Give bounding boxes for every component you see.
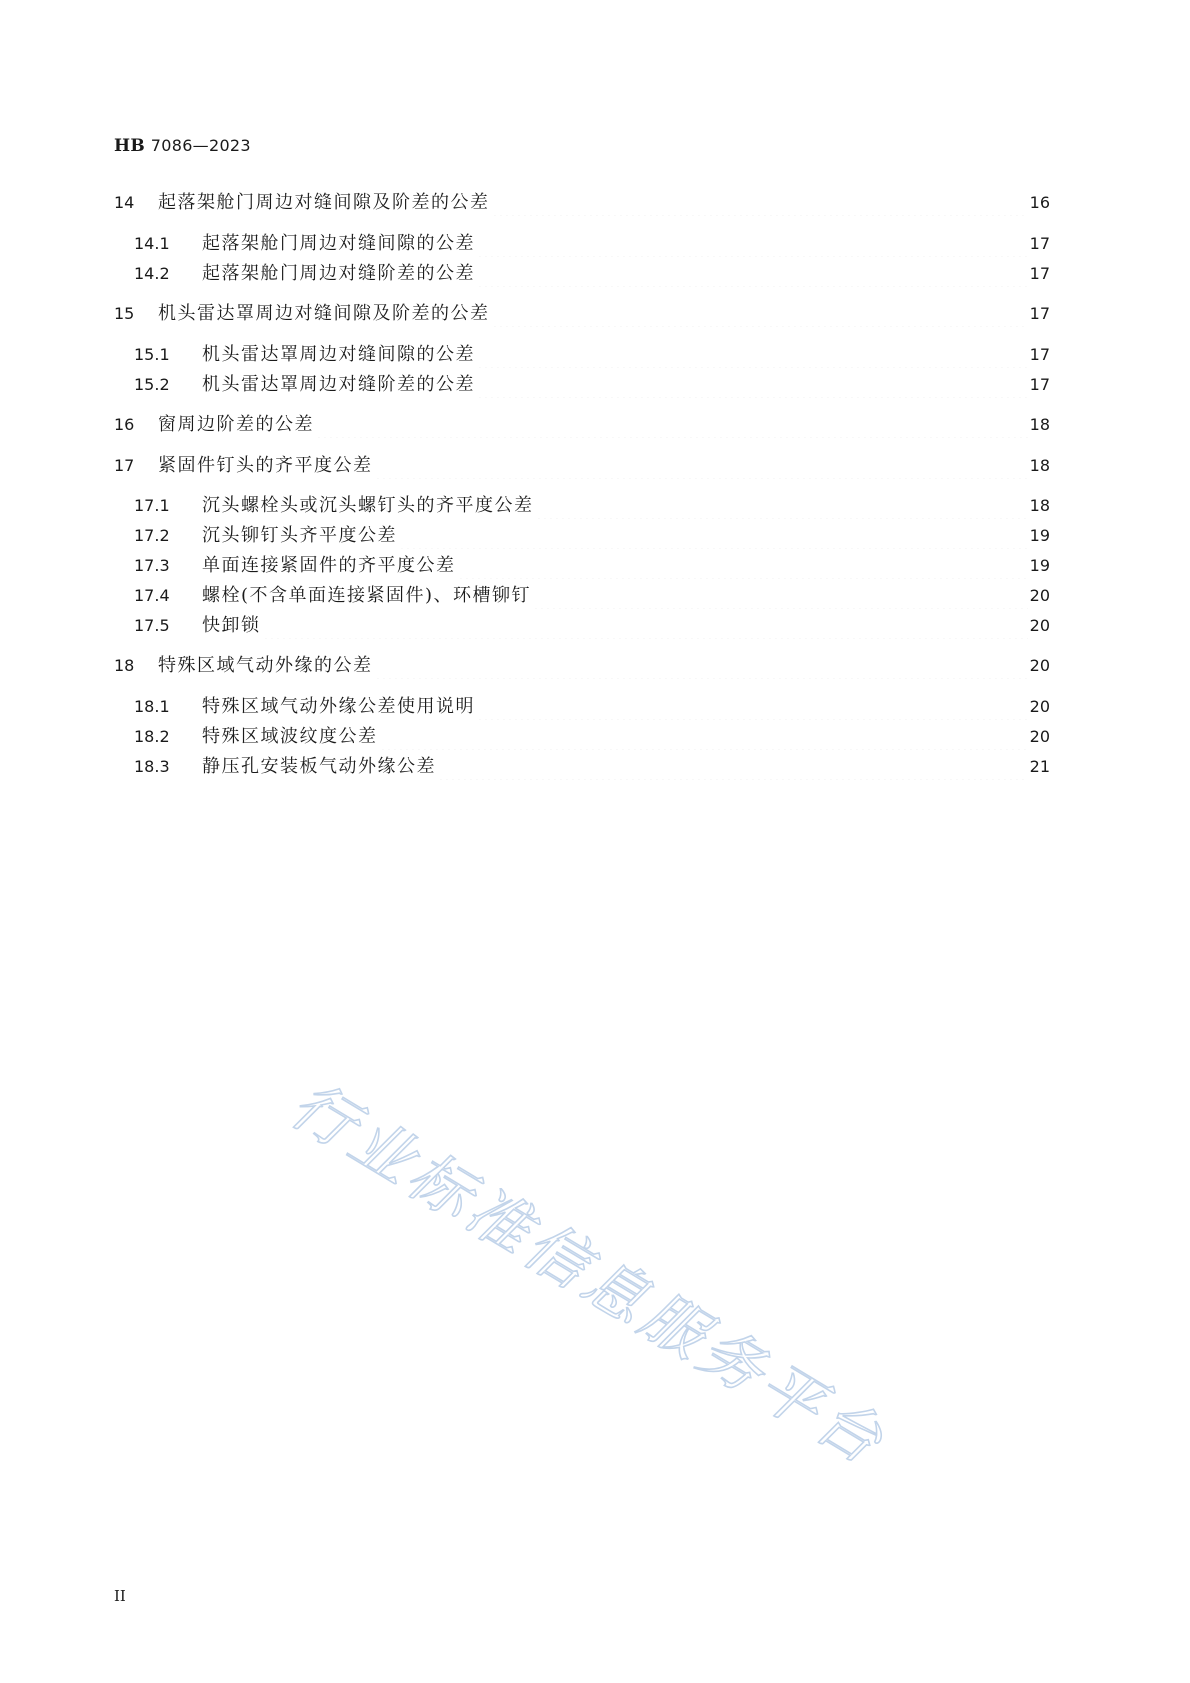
toc-entry-number: 14 — [114, 193, 135, 212]
toc-entry-title: 螺栓(不含单面连接紧固件)、环槽铆钉 — [202, 585, 532, 606]
standard-prefix: HB — [114, 136, 146, 156]
dot-leader — [477, 261, 1028, 287]
toc-entry-title: 沉头铆钉头齐平度公差 — [202, 525, 397, 546]
toc-entry[interactable] — [114, 231, 1050, 257]
toc-entry-number: 17.4 — [134, 586, 170, 605]
toc-entry-page: 20 — [1029, 616, 1050, 635]
dot-leader — [477, 372, 1028, 398]
toc-entry-page: 20 — [1029, 727, 1050, 746]
dot-leader — [380, 724, 1028, 750]
toc-entry[interactable] — [114, 342, 1050, 368]
toc-entry-page: 20 — [1029, 697, 1050, 716]
toc-entry-number: 17.2 — [134, 526, 170, 545]
document-header — [114, 136, 251, 156]
dot-leader — [263, 613, 1028, 639]
toc-entry-number: 17 — [114, 456, 135, 475]
toc-entry[interactable] — [114, 553, 1050, 579]
toc-entry[interactable] — [114, 523, 1050, 549]
toc-entry-title: 特殊区域气动外缘的公差 — [158, 655, 373, 676]
toc-entry[interactable] — [114, 754, 1050, 780]
dot-leader — [399, 523, 1028, 549]
dot-leader — [477, 231, 1028, 257]
toc-entry-title: 机头雷达罩周边对缝间隙的公差 — [202, 344, 475, 365]
toc-entry-page: 19 — [1029, 556, 1050, 575]
toc-entry-title: 沉头螺栓头或沉头螺钉头的齐平度公差 — [202, 495, 534, 516]
toc-entry-title: 窗周边阶差的公差 — [158, 414, 314, 435]
toc-entry-number: 15 — [114, 304, 135, 323]
toc-entry-title: 起落架舱门周边对缝间隙的公差 — [202, 233, 475, 254]
toc-entry-page: 17 — [1029, 304, 1050, 323]
toc-entry-page: 17 — [1029, 264, 1050, 283]
toc-entry-title: 起落架舱门周边对缝间隙及阶差的公差 — [158, 192, 490, 213]
dot-leader — [492, 301, 1028, 327]
dot-leader — [477, 342, 1028, 368]
page-number: II — [114, 1587, 126, 1605]
toc-entry-number: 14.1 — [134, 234, 170, 253]
dot-leader — [477, 694, 1028, 720]
toc-entry-page: 19 — [1029, 526, 1050, 545]
toc-entry-page: 21 — [1029, 757, 1050, 776]
dot-leader — [533, 583, 1028, 609]
dot-leader — [458, 553, 1028, 579]
toc-entry-page: 16 — [1029, 193, 1050, 212]
toc-entry-number: 18.1 — [134, 697, 170, 716]
toc-entry[interactable] — [114, 301, 1050, 327]
dot-leader — [375, 653, 1028, 679]
toc-entry-page: 17 — [1029, 234, 1050, 253]
toc-entry-title: 单面连接紧固件的齐平度公差 — [202, 555, 456, 576]
toc-entry-page: 20 — [1029, 586, 1050, 605]
toc-entry-title: 机头雷达罩周边对缝间隙及阶差的公差 — [158, 303, 490, 324]
watermark: 行业标准信息服务平台 — [278, 1067, 900, 1481]
toc-entry[interactable] — [114, 653, 1050, 679]
toc-entry-title: 特殊区域波纹度公差 — [202, 726, 378, 747]
toc-entry-number: 18.2 — [134, 727, 170, 746]
toc-entry-page: 17 — [1029, 345, 1050, 364]
toc-entry-number: 17.5 — [134, 616, 170, 635]
dot-leader — [375, 453, 1028, 479]
standard-code: 7086—2023 — [150, 136, 251, 155]
toc-entry-title: 机头雷达罩周边对缝阶差的公差 — [202, 374, 475, 395]
toc-entry-title: 紧固件钉头的齐平度公差 — [158, 455, 373, 476]
toc-entry-number: 18.3 — [134, 757, 170, 776]
toc-entry-page: 20 — [1029, 656, 1050, 675]
dot-leader — [316, 412, 1028, 438]
dot-leader — [438, 754, 1028, 780]
toc-entry[interactable] — [114, 261, 1050, 287]
toc-entry-page: 17 — [1029, 375, 1050, 394]
toc-entry-number: 17.3 — [134, 556, 170, 575]
toc-entry-title: 起落架舱门周边对缝阶差的公差 — [202, 263, 475, 284]
toc-entry-page: 18 — [1029, 496, 1050, 515]
toc-entry[interactable] — [114, 190, 1050, 216]
toc-entry-number: 17.1 — [134, 496, 170, 515]
toc-entry[interactable] — [114, 453, 1050, 479]
toc-entry-number: 14.2 — [134, 264, 170, 283]
toc-entry[interactable] — [114, 583, 1050, 609]
dot-leader — [536, 493, 1028, 519]
toc-entry-number: 15.1 — [134, 345, 170, 364]
toc-entry-number: 16 — [114, 415, 135, 434]
toc-entry[interactable] — [114, 724, 1050, 750]
toc-entry-title: 快卸锁 — [202, 615, 261, 636]
toc-entry-title: 特殊区域气动外缘公差使用说明 — [202, 696, 475, 717]
dot-leader — [492, 190, 1028, 216]
toc-entry-page: 18 — [1029, 415, 1050, 434]
toc-entry-page: 18 — [1029, 456, 1050, 475]
toc-entry-title: 静压孔安装板气动外缘公差 — [202, 756, 436, 777]
toc-entry[interactable] — [114, 694, 1050, 720]
toc-entry[interactable] — [114, 613, 1050, 639]
toc-entry[interactable] — [114, 493, 1050, 519]
toc-entry-number: 18 — [114, 656, 135, 675]
toc-entry[interactable] — [114, 372, 1050, 398]
toc-entry-number: 15.2 — [134, 375, 170, 394]
toc-entry[interactable] — [114, 412, 1050, 438]
